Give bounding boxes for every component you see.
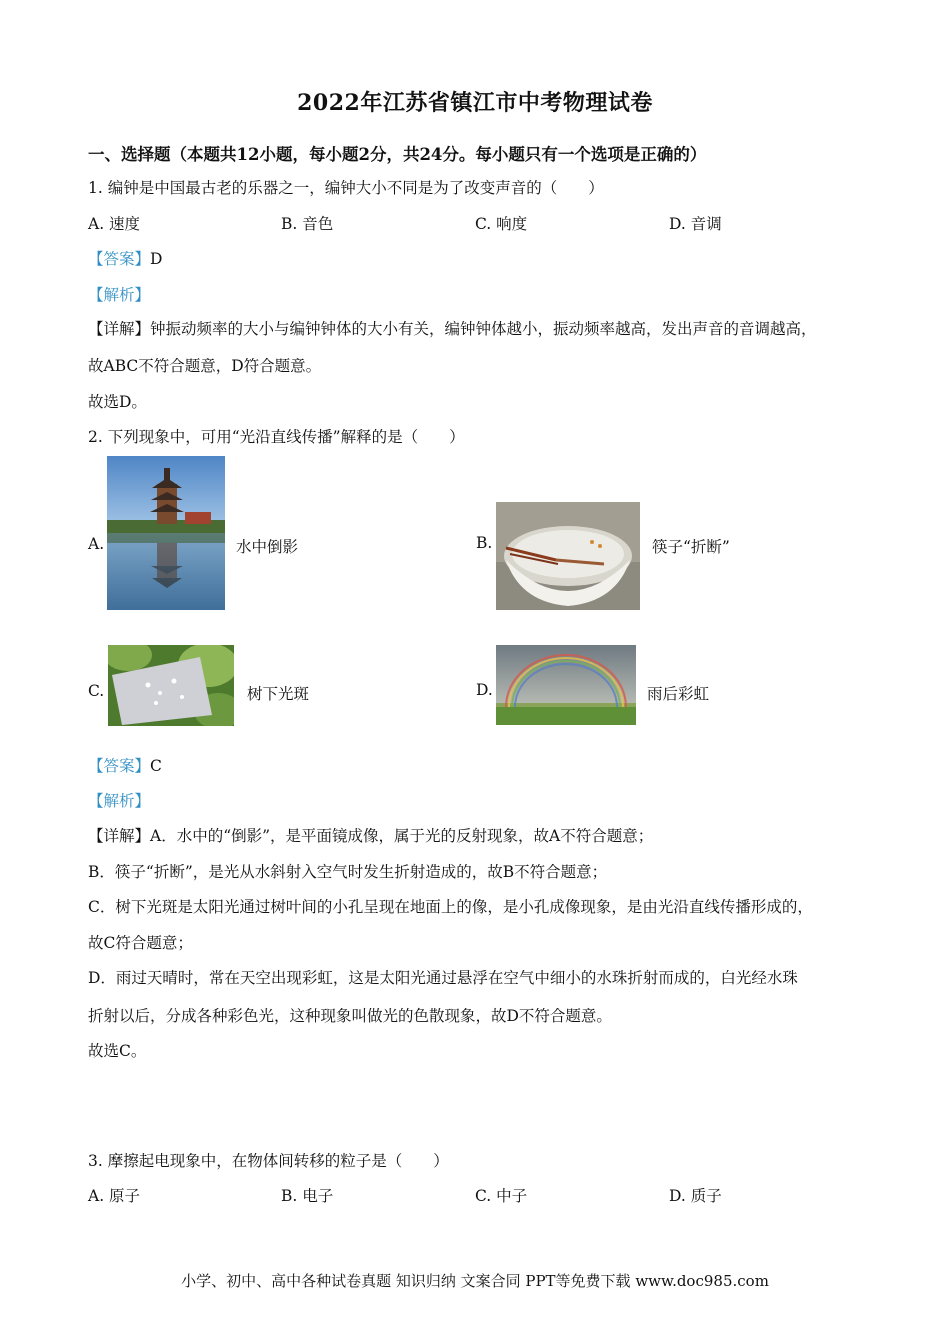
q2-option-a-caption: 水中倒影 bbox=[236, 538, 299, 556]
q2-detail-d1: D．雨过天晴时，常在天空出现彩虹，这是太阳光通过悬浮在空气中细小的水珠折射而成的，白光经水珠 bbox=[88, 969, 798, 987]
q3-option-d: D. 质子 bbox=[669, 1187, 722, 1205]
q1-option-b: B. 音色 bbox=[281, 215, 334, 233]
q2-detail-a: 【详解】A．水中的“倒影”，是平面镜成像，属于光的反射现象，故A不符合题意； bbox=[88, 827, 654, 845]
q1-stem: 1. 编钟是中国最古老的乐器之一，编钟大小不同是为了改变声音的（ ） bbox=[88, 179, 604, 197]
q3-stem: 3. 摩擦起电现象中，在物体间转移的粒子是（ ） bbox=[88, 1152, 449, 1170]
light-spots-image bbox=[108, 645, 234, 726]
q1-answer-line bbox=[88, 247, 162, 269]
q2-option-d-caption: 雨后彩虹 bbox=[647, 685, 710, 703]
q1-option-d: D. 音调 bbox=[669, 215, 722, 233]
q2-detail-b: B．筷子“折断”，是光从水斜射入空气时发生折射造成的，故B不符合题意； bbox=[88, 863, 608, 881]
q1-answer: D bbox=[150, 250, 163, 268]
q2-option-b-caption: 筷子“折断” bbox=[652, 538, 730, 556]
rainbow-image bbox=[496, 645, 636, 725]
q2-detail-d2: 折射以后，分成各种彩色光，这种现象叫做光的色散现象，故D不符合题意。 bbox=[88, 1007, 612, 1025]
q2-option-a-letter: A. bbox=[88, 535, 105, 553]
q3-option-c: C. 中子 bbox=[475, 1187, 528, 1205]
detail-tag: 【详解】 bbox=[88, 320, 151, 338]
answer-tag: 【答案】 bbox=[88, 757, 151, 775]
q2-stem: 2. 下列现象中，可用“光沿直线传播”解释的是（ ） bbox=[88, 428, 465, 446]
q1-option-c: C. 响度 bbox=[475, 215, 528, 233]
q1-detail-line2: 故ABC不符合题意，D符合题意。 bbox=[88, 357, 322, 375]
q1-option-a: A. 速度 bbox=[88, 215, 141, 233]
q2-conclusion: 故选C。 bbox=[88, 1042, 147, 1060]
page-title: 2022年江苏省镇江市中考物理试卷 bbox=[297, 90, 653, 116]
q2-option-c-caption: 树下光斑 bbox=[247, 685, 310, 703]
q1-detail-line1: 【详解】钟振动频率的大小与编钟钟体的大小有关，编钟钟体越小，振动频率越高，发出声音的音调越高， bbox=[88, 320, 817, 338]
q1-conclusion: 故选D。 bbox=[88, 393, 147, 411]
q2-detail-c1: C．树下光斑是太阳光通过树叶间的小孔呈现在地面上的像，是小孔成像现象，是由光沿直线传播形成的， bbox=[88, 898, 813, 916]
q2-answer: C bbox=[150, 757, 162, 775]
q2-detail-c2: 故C符合题意； bbox=[88, 934, 193, 952]
detail-tag: 【详解】 bbox=[88, 827, 151, 845]
page-footer: 小学、初中、高中各种试卷真题 知识归纳 文案合同 PPT等免费下载 www.doc985.com bbox=[181, 1272, 769, 1290]
q2-answer-line bbox=[88, 754, 162, 776]
pagoda-reflection-image bbox=[107, 456, 225, 610]
q2-option-d-letter: D. bbox=[476, 681, 493, 699]
q1-analysis-tag: 【解析】 bbox=[88, 286, 151, 304]
q2-analysis-tag: 【解析】 bbox=[88, 792, 151, 810]
q2-option-c-letter: C. bbox=[88, 682, 105, 700]
q3-option-b: B. 电子 bbox=[281, 1187, 334, 1205]
section-heading: 一、选择题（本题共12小题，每小题2分，共24分。每小题只有一个选项是正确的） bbox=[88, 145, 707, 164]
q2-option-b-letter: B. bbox=[476, 534, 493, 552]
answer-tag: 【答案】 bbox=[88, 250, 151, 268]
q3-option-a: A. 原子 bbox=[88, 1187, 141, 1205]
chopsticks-bowl-image bbox=[496, 502, 640, 610]
